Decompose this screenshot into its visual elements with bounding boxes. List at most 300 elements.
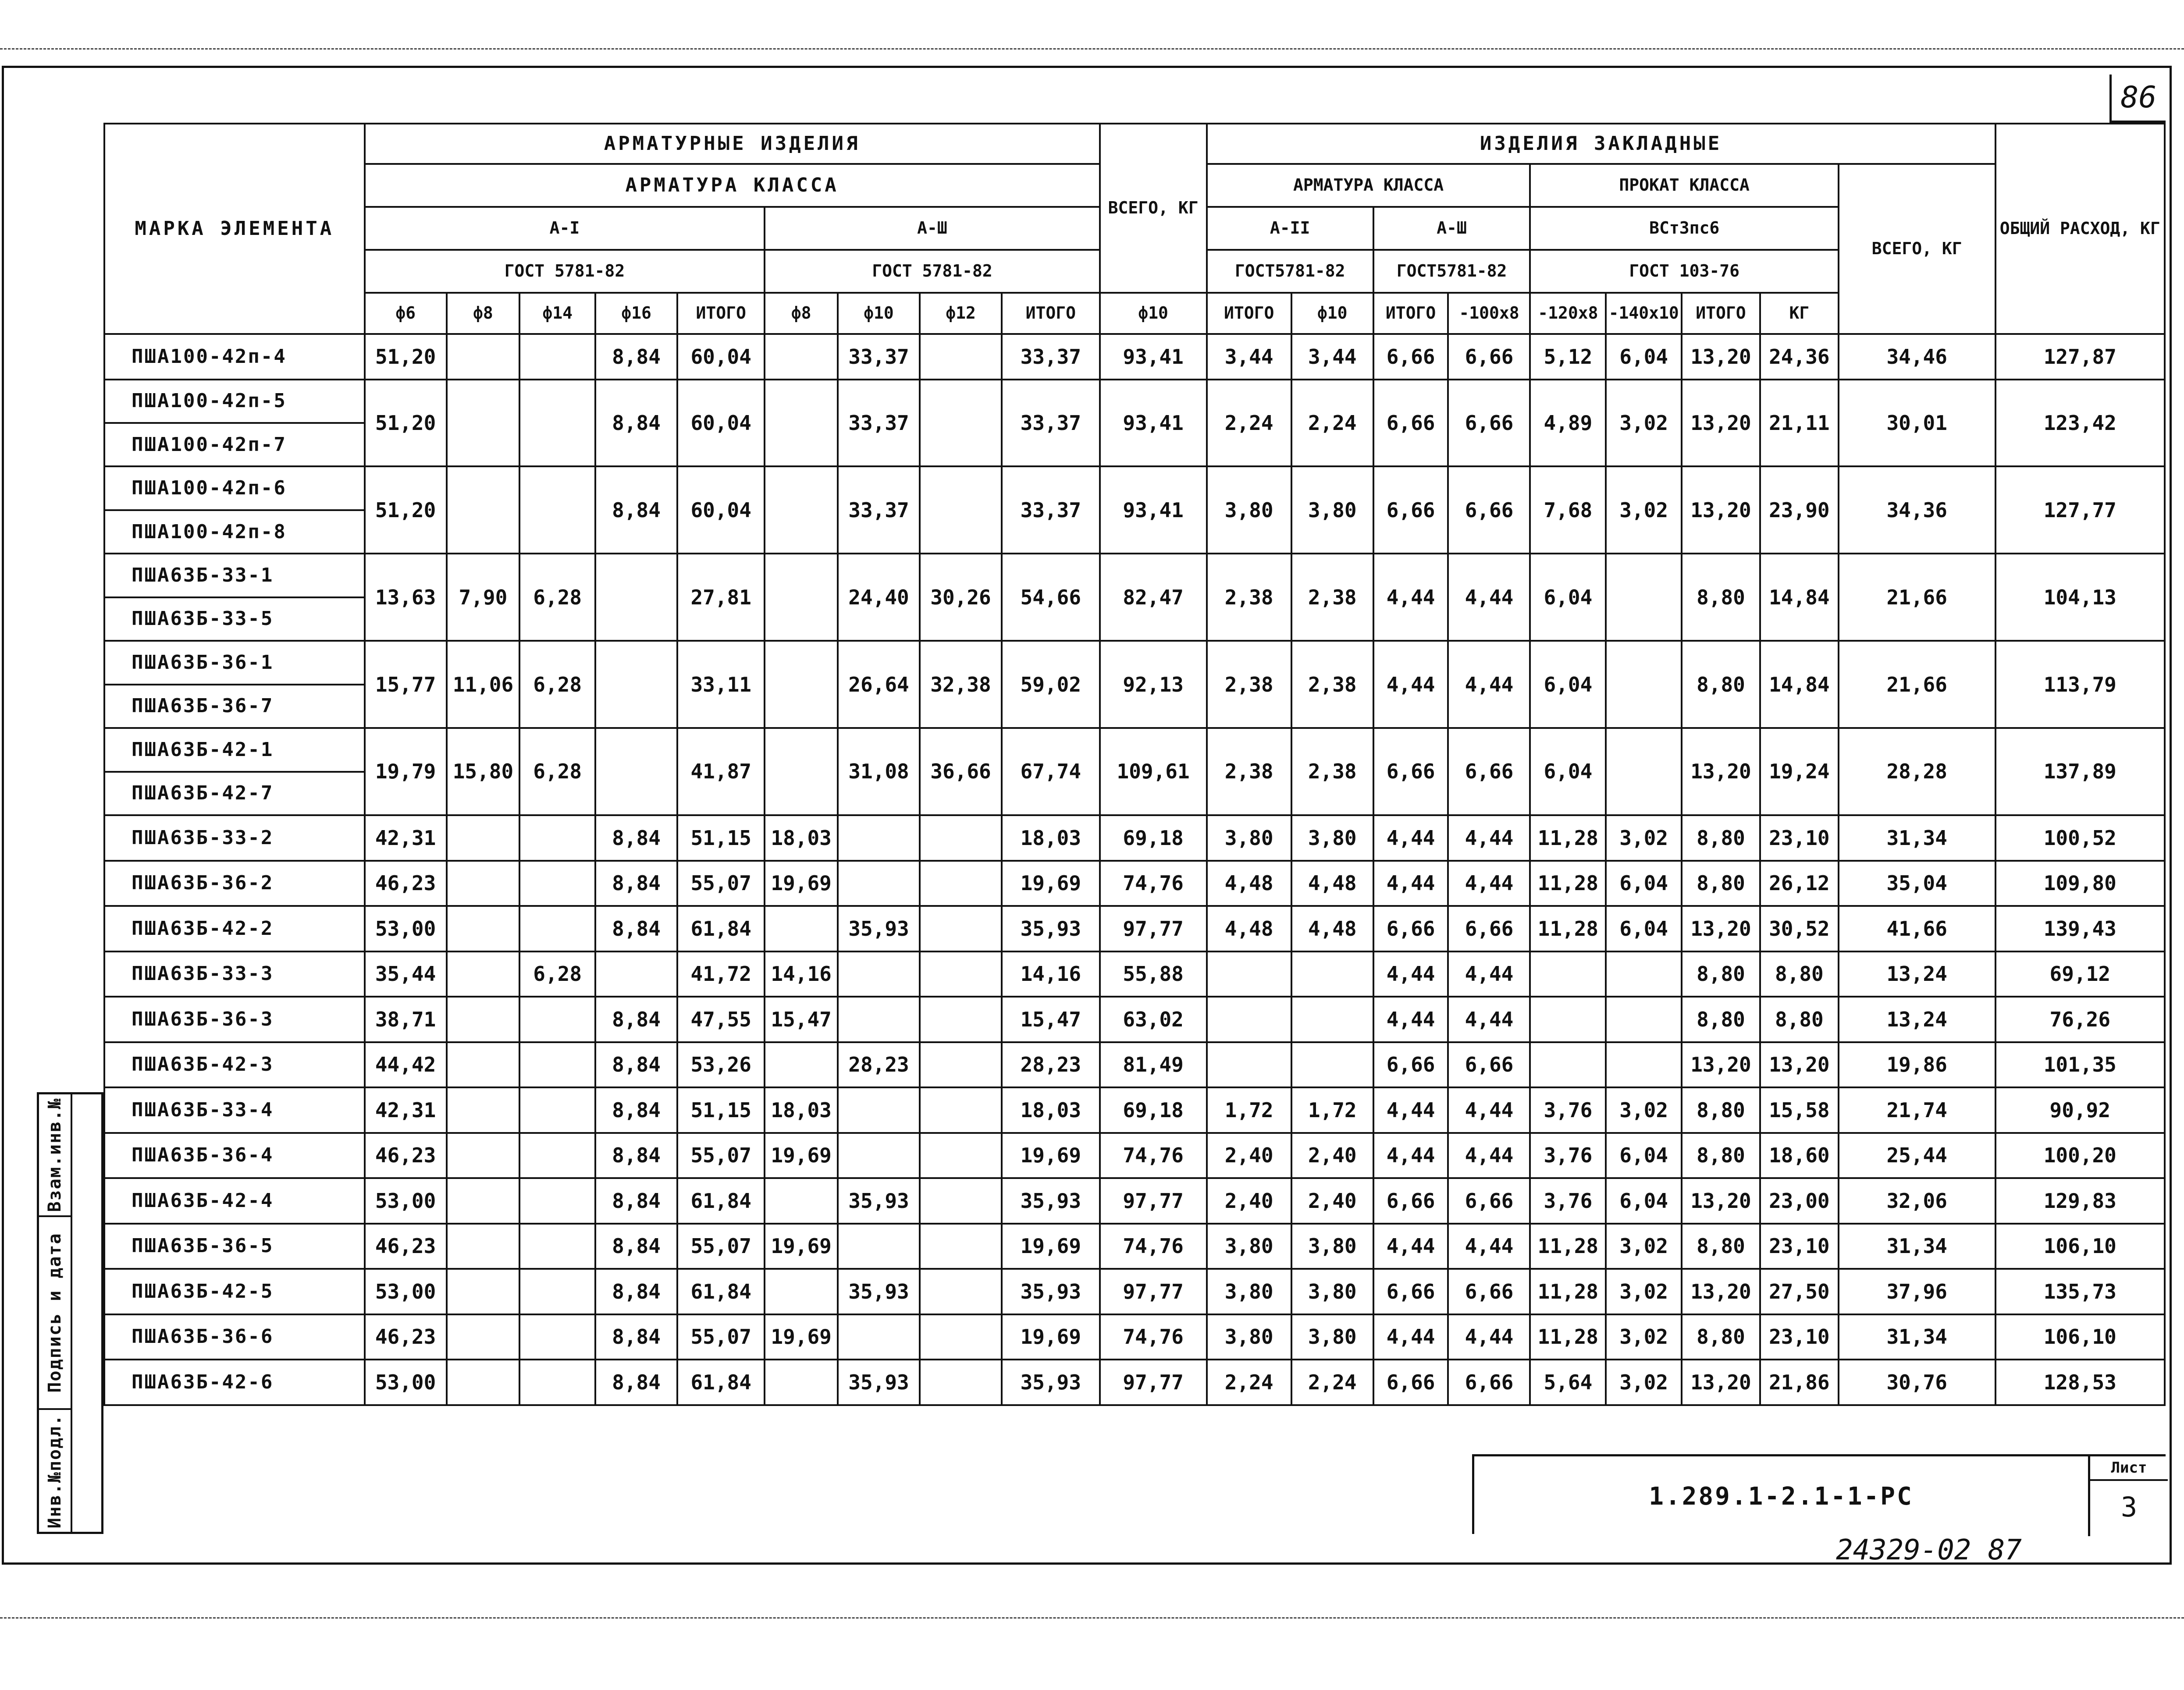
- table-cell: 13,20: [1682, 1360, 1760, 1405]
- table-cell: [838, 1224, 920, 1269]
- header-sub: ф10: [1100, 293, 1207, 334]
- table-cell: 5,64: [1530, 1360, 1606, 1405]
- table-cell: 46,23: [365, 1224, 447, 1269]
- table-cell: [920, 861, 1002, 906]
- table-cell: 32,38: [920, 641, 1002, 728]
- header-sub: -120х8: [1530, 293, 1606, 334]
- header-sub: ф8: [447, 293, 520, 334]
- table-cell: 2,40: [1207, 1178, 1291, 1224]
- table-cell: 8,80: [1682, 1314, 1760, 1360]
- header-gost-a3: ГОСТ 5781-82: [765, 250, 1099, 293]
- table-cell: [519, 380, 595, 467]
- table-cell: 18,60: [1760, 1133, 1839, 1179]
- table-cell: 2,38: [1207, 554, 1291, 641]
- table-cell: 19,69: [1002, 861, 1100, 906]
- table-cell: 8,80: [1760, 997, 1839, 1042]
- header-sub: ф14: [519, 293, 595, 334]
- table-cell: 2,38: [1207, 728, 1291, 815]
- table-cell: 26,64: [838, 641, 920, 728]
- table-cell: 4,89: [1530, 380, 1606, 467]
- table-cell: 55,07: [677, 861, 765, 906]
- table-cell: [519, 1360, 595, 1405]
- table-cell: 41,87: [677, 728, 765, 815]
- table-cell: 8,80: [1760, 952, 1839, 997]
- header-total-embedded: ВСЕГО, КГ: [1839, 164, 1995, 334]
- table-cell: 1,72: [1207, 1087, 1291, 1133]
- table-cell: 33,37: [1002, 334, 1100, 380]
- table-cell: 34,36: [1839, 466, 1995, 554]
- table-cell: 35,93: [1002, 1269, 1100, 1314]
- header-sub: ф10: [838, 293, 920, 334]
- table-cell: [519, 1224, 595, 1269]
- table-cell: 35,04: [1839, 861, 1995, 906]
- table-cell: [1606, 997, 1682, 1042]
- table-cell: 8,80: [1682, 952, 1760, 997]
- table-cell: 3,80: [1207, 815, 1291, 861]
- table-cell: [920, 380, 1002, 467]
- table-cell: 55,88: [1100, 952, 1207, 997]
- table-cell: 55,07: [677, 1133, 765, 1179]
- table-cell: 6,66: [1373, 466, 1448, 554]
- header-gost-103: ГОСТ 103-76: [1530, 250, 1838, 293]
- table-cell: 28,23: [1002, 1042, 1100, 1088]
- table-cell: 106,10: [1995, 1224, 2165, 1269]
- table-cell: [595, 641, 677, 728]
- table-cell: 46,23: [365, 861, 447, 906]
- table-cell: 3,02: [1606, 1360, 1682, 1405]
- stamp-signature-date-label: Подпись и дата: [45, 1232, 65, 1393]
- table-cell: [920, 952, 1002, 997]
- scan-border-bottom: [0, 1617, 2184, 1619]
- table-cell: 13,20: [1682, 334, 1760, 380]
- header-embedded: ИЗДЕЛИЯ ЗАКЛАДНЫЕ: [1207, 124, 1995, 164]
- table-cell: [1530, 1042, 1606, 1088]
- table-cell: 6,04: [1606, 1133, 1682, 1179]
- table-cell: 4,44: [1448, 641, 1530, 728]
- table-cell: 1,72: [1291, 1087, 1373, 1133]
- element-mark: ПША63Б-33-4: [104, 1087, 365, 1133]
- table-cell: 6,28: [519, 952, 595, 997]
- table-cell: 19,69: [1002, 1314, 1100, 1360]
- table-row: [104, 334, 2165, 380]
- table-cell: 3,80: [1207, 466, 1291, 554]
- table-cell: 61,84: [677, 1360, 765, 1405]
- header-embedded-reinf-class: АРМАТУРА КЛАССА: [1207, 164, 1530, 207]
- table-cell: 97,77: [1100, 906, 1207, 952]
- table-cell: 100,20: [1995, 1133, 2165, 1179]
- table-cell: [447, 466, 520, 554]
- table-cell: 74,76: [1100, 1224, 1207, 1269]
- table-cell: [519, 997, 595, 1042]
- table-cell: [1207, 952, 1291, 997]
- header-sub: ИТОГО: [1207, 293, 1291, 334]
- table-cell: [447, 1269, 520, 1314]
- table-cell: [920, 815, 1002, 861]
- table-cell: 63,02: [1100, 997, 1207, 1042]
- table-cell: 106,10: [1995, 1314, 2165, 1360]
- table-cell: 33,37: [838, 466, 920, 554]
- table-cell: [447, 861, 520, 906]
- table-cell: 4,44: [1448, 815, 1530, 861]
- table-cell: 53,00: [365, 1360, 447, 1405]
- element-mark: ПША63Б-36-5: [104, 1224, 365, 1269]
- table-cell: 6,28: [519, 554, 595, 641]
- table-cell: 6,04: [1606, 334, 1682, 380]
- table-cell: [838, 952, 920, 997]
- table-cell: 3,76: [1530, 1133, 1606, 1179]
- table-cell: 6,66: [1448, 728, 1530, 815]
- table-cell: 8,80: [1682, 815, 1760, 861]
- table-cell: [595, 952, 677, 997]
- table-cell: [838, 1087, 920, 1133]
- element-mark: ПША100-42п-6: [104, 466, 365, 510]
- element-mark: ПША100-42п-7: [104, 423, 365, 466]
- table-cell: 4,44: [1448, 1087, 1530, 1133]
- table-cell: 19,69: [1002, 1133, 1100, 1179]
- table-cell: 11,28: [1530, 1224, 1606, 1269]
- table-cell: 4,44: [1448, 952, 1530, 997]
- table-cell: 23,10: [1760, 1314, 1839, 1360]
- table-cell: 6,66: [1448, 466, 1530, 554]
- table-cell: [1207, 1042, 1291, 1088]
- table-cell: 6,66: [1373, 380, 1448, 467]
- table-cell: 18,03: [1002, 1087, 1100, 1133]
- table-cell: 4,44: [1373, 1087, 1448, 1133]
- table-cell: 69,18: [1100, 1087, 1207, 1133]
- table-cell: [1606, 641, 1682, 728]
- table-cell: 21,66: [1839, 641, 1995, 728]
- header-a1: А-I: [365, 207, 765, 250]
- table-cell: [447, 997, 520, 1042]
- table-cell: [595, 728, 677, 815]
- table-cell: 3,80: [1207, 1269, 1291, 1314]
- table-cell: [765, 334, 838, 380]
- stamp-zam-inv-label: Взам.инв.№: [45, 1097, 65, 1212]
- table-cell: [765, 728, 838, 815]
- table-cell: 61,84: [677, 1269, 765, 1314]
- table-cell: 3,02: [1606, 466, 1682, 554]
- table-cell: 82,47: [1100, 554, 1207, 641]
- table-cell: 34,46: [1839, 334, 1995, 380]
- table-cell: 51,20: [365, 380, 447, 467]
- table-cell: 74,76: [1100, 1314, 1207, 1360]
- table-cell: 51,20: [365, 466, 447, 554]
- table-cell: 55,07: [677, 1314, 765, 1360]
- table-cell: 6,04: [1606, 1178, 1682, 1224]
- header-rolled-class: ПРОКАТ КЛАССА: [1530, 164, 1838, 207]
- table-cell: 11,28: [1530, 906, 1606, 952]
- table-cell: 18,03: [765, 1087, 838, 1133]
- specification-table: [103, 123, 2166, 1406]
- table-cell: 6,66: [1373, 1042, 1448, 1088]
- table-cell: [1606, 1042, 1682, 1088]
- table-cell: 24,40: [838, 554, 920, 641]
- element-mark: ПША63Б-36-2: [104, 861, 365, 906]
- table-cell: 7,68: [1530, 466, 1606, 554]
- table-cell: [1530, 997, 1606, 1042]
- stamp-signature-date: [39, 1217, 71, 1410]
- table-body: [104, 334, 2165, 1405]
- table-cell: 6,66: [1448, 1042, 1530, 1088]
- table-cell: [1606, 952, 1682, 997]
- table-cell: 15,47: [1002, 997, 1100, 1042]
- table-cell: [920, 334, 1002, 380]
- table-cell: [447, 815, 520, 861]
- table-cell: 3,80: [1291, 466, 1373, 554]
- table-cell: [765, 554, 838, 641]
- table-cell: 18,03: [765, 815, 838, 861]
- table-cell: 3,02: [1606, 1224, 1682, 1269]
- table-cell: 31,34: [1839, 1224, 1995, 1269]
- element-mark: ПША63Б-33-5: [104, 597, 365, 641]
- table-cell: 8,84: [595, 1133, 677, 1179]
- table-cell: 3,76: [1530, 1087, 1606, 1133]
- table-cell: 13,20: [1682, 1178, 1760, 1224]
- header-gost-a3-embedded: ГОСТ5781-82: [1373, 250, 1530, 293]
- table-cell: 32,06: [1839, 1178, 1995, 1224]
- table-cell: 13,20: [1682, 380, 1760, 467]
- handwritten-archive-number: 24329-02 87: [1836, 1534, 2022, 1566]
- table-cell: 2,40: [1291, 1133, 1373, 1179]
- header-sub: ф6: [365, 293, 447, 334]
- header-vst: ВСт3пс6: [1530, 207, 1838, 250]
- header-gost-a1: ГОСТ 5781-82: [365, 250, 765, 293]
- table-cell: 3,02: [1606, 380, 1682, 467]
- table-row: [104, 997, 2165, 1042]
- table-cell: 6,04: [1606, 906, 1682, 952]
- table-cell: 69,12: [1995, 952, 2165, 997]
- table-cell: 35,93: [838, 906, 920, 952]
- table-cell: 35,93: [1002, 1178, 1100, 1224]
- table-cell: 33,37: [838, 380, 920, 467]
- table-cell: 35,93: [1002, 906, 1100, 952]
- table-cell: 6,66: [1373, 1178, 1448, 1224]
- table-cell: [447, 1360, 520, 1405]
- table-cell: 19,69: [1002, 1224, 1100, 1269]
- table-cell: [1291, 952, 1373, 997]
- table-cell: 8,84: [595, 1314, 677, 1360]
- table-row: [104, 554, 2165, 597]
- table-cell: 4,44: [1373, 1314, 1448, 1360]
- table-cell: [519, 1178, 595, 1224]
- table-cell: [765, 380, 838, 467]
- table-cell: 129,83: [1995, 1178, 2165, 1224]
- table-cell: [1530, 952, 1606, 997]
- element-mark: ПША63Б-33-1: [104, 554, 365, 597]
- header-sub: ф16: [595, 293, 677, 334]
- table-cell: 74,76: [1100, 1133, 1207, 1179]
- table-cell: 23,90: [1760, 466, 1839, 554]
- table-cell: 13,20: [1760, 1042, 1839, 1088]
- table-row: [104, 1087, 2165, 1133]
- table-cell: [920, 1133, 1002, 1179]
- table-cell: 33,37: [1002, 380, 1100, 467]
- table-cell: 97,77: [1100, 1360, 1207, 1405]
- table-cell: 74,76: [1100, 861, 1207, 906]
- table-cell: 51,15: [677, 815, 765, 861]
- table-cell: 13,20: [1682, 1269, 1760, 1314]
- table-cell: 51,20: [365, 334, 447, 380]
- table-cell: 4,48: [1291, 906, 1373, 952]
- header-sub: ИТОГО: [1682, 293, 1760, 334]
- table-cell: [920, 906, 1002, 952]
- table-cell: [447, 1042, 520, 1088]
- table-cell: 90,92: [1995, 1087, 2165, 1133]
- table-cell: 109,80: [1995, 861, 2165, 906]
- header-sub: -100х8: [1448, 293, 1530, 334]
- table-cell: 38,71: [365, 997, 447, 1042]
- table-row: [104, 815, 2165, 861]
- table-cell: 23,10: [1760, 815, 1839, 861]
- table-cell: 100,52: [1995, 815, 2165, 861]
- table-cell: [519, 1042, 595, 1088]
- table-cell: [519, 861, 595, 906]
- table-cell: [838, 815, 920, 861]
- table-cell: 81,49: [1100, 1042, 1207, 1088]
- header-sub: ИТОГО: [677, 293, 765, 334]
- table-cell: 3,80: [1291, 1314, 1373, 1360]
- table-cell: 53,00: [365, 1178, 447, 1224]
- table-cell: 3,02: [1606, 1314, 1682, 1360]
- header-sub: ИТОГО: [1002, 293, 1100, 334]
- table-cell: 2,38: [1291, 554, 1373, 641]
- header-sub: ф12: [920, 293, 1002, 334]
- table-cell: 3,02: [1606, 815, 1682, 861]
- table-cell: 60,04: [677, 466, 765, 554]
- element-mark: ПША63Б-42-2: [104, 906, 365, 952]
- table-cell: 139,43: [1995, 906, 2165, 952]
- element-mark: ПША63Б-36-1: [104, 641, 365, 684]
- table-cell: 3,44: [1291, 334, 1373, 380]
- table-cell: 27,50: [1760, 1269, 1839, 1314]
- table-cell: 41,72: [677, 952, 765, 997]
- table-cell: 36,66: [920, 728, 1002, 815]
- table-cell: 4,44: [1373, 861, 1448, 906]
- header-a3-embedded: А-Ш: [1373, 207, 1530, 250]
- table-cell: 21,86: [1760, 1360, 1839, 1405]
- table-cell: 3,44: [1207, 334, 1291, 380]
- table-cell: 15,47: [765, 997, 838, 1042]
- table-cell: 4,44: [1448, 554, 1530, 641]
- table-cell: 6,66: [1448, 1178, 1530, 1224]
- table-cell: [765, 466, 838, 554]
- table-cell: 30,76: [1839, 1360, 1995, 1405]
- table-cell: 4,44: [1373, 1133, 1448, 1179]
- table-cell: 4,44: [1373, 1224, 1448, 1269]
- header-sub: ф10: [1291, 293, 1373, 334]
- sheet-box: [2088, 1456, 2168, 1536]
- table-cell: 2,38: [1291, 728, 1373, 815]
- table-cell: 113,79: [1995, 641, 2165, 728]
- header-sub-kg: КГ: [1760, 293, 1839, 334]
- table-cell: 19,69: [765, 1314, 838, 1360]
- table-cell: 35,93: [838, 1269, 920, 1314]
- table-cell: 97,77: [1100, 1269, 1207, 1314]
- table-row: [104, 906, 2165, 952]
- table-cell: [920, 1178, 1002, 1224]
- table-cell: 8,84: [595, 1224, 677, 1269]
- table-cell: 4,44: [1373, 815, 1448, 861]
- table-row: [104, 641, 2165, 684]
- table-row: [104, 380, 2165, 423]
- table-cell: [838, 861, 920, 906]
- header-a3: А-Ш: [765, 207, 1099, 250]
- element-mark: ПША100-42п-4: [104, 334, 365, 380]
- table-row: [104, 1269, 2165, 1314]
- table-cell: 3,80: [1291, 1269, 1373, 1314]
- header-sub: ф8: [765, 293, 838, 334]
- table-cell: 76,26: [1995, 997, 2165, 1042]
- table-cell: [838, 1133, 920, 1179]
- table-cell: 104,13: [1995, 554, 2165, 641]
- table-cell: 54,66: [1002, 554, 1100, 641]
- table-cell: 2,40: [1291, 1178, 1373, 1224]
- table-cell: 2,24: [1291, 380, 1373, 467]
- table-cell: 8,84: [595, 466, 677, 554]
- table-cell: 4,48: [1207, 861, 1291, 906]
- table-cell: 127,77: [1995, 466, 2165, 554]
- table-cell: 6,66: [1448, 906, 1530, 952]
- table-cell: 135,73: [1995, 1269, 2165, 1314]
- table-cell: 137,89: [1995, 728, 2165, 815]
- table-cell: 21,74: [1839, 1087, 1995, 1133]
- header-a2: А-II: [1207, 207, 1373, 250]
- element-mark: ПША63Б-36-6: [104, 1314, 365, 1360]
- table-cell: [765, 641, 838, 728]
- document-code: 1.289.1-2.1-1-РС: [1649, 1482, 1914, 1511]
- element-mark: ПША63Б-42-7: [104, 772, 365, 815]
- table-header: [104, 124, 2165, 334]
- table-cell: 15,58: [1760, 1087, 1839, 1133]
- table-cell: 30,26: [920, 554, 1002, 641]
- table-cell: 6,66: [1448, 1269, 1530, 1314]
- header-reinf-products: АРМАТУРНЫЕ ИЗДЕЛИЯ: [365, 124, 1100, 164]
- table-cell: 6,66: [1373, 1360, 1448, 1405]
- table-cell: 55,07: [677, 1224, 765, 1269]
- element-mark: ПША63Б-42-4: [104, 1178, 365, 1224]
- table-cell: 46,23: [365, 1314, 447, 1360]
- table-cell: [1207, 997, 1291, 1042]
- stamp-strip: [37, 1092, 103, 1534]
- table-cell: 33,11: [677, 641, 765, 728]
- table-row: [104, 1042, 2165, 1088]
- title-block: [1472, 1454, 2166, 1534]
- table-cell: 128,53: [1995, 1360, 2165, 1405]
- table-cell: 13,20: [1682, 1042, 1760, 1088]
- table-cell: 4,44: [1448, 1224, 1530, 1269]
- table-row: [104, 466, 2165, 510]
- table-cell: 23,00: [1760, 1178, 1839, 1224]
- table-row: [104, 952, 2165, 997]
- table-cell: 4,48: [1291, 861, 1373, 906]
- table-cell: 3,02: [1606, 1087, 1682, 1133]
- table-cell: 5,12: [1530, 334, 1606, 380]
- header-total-reinf: ВСЕГО, КГ: [1100, 124, 1207, 293]
- table-cell: 4,44: [1373, 641, 1448, 728]
- table-cell: 31,34: [1839, 815, 1995, 861]
- table-row: [104, 728, 2165, 771]
- table-cell: 28,28: [1839, 728, 1995, 815]
- table-cell: [765, 1360, 838, 1405]
- element-mark: ПША63Б-42-5: [104, 1269, 365, 1314]
- table-cell: 53,00: [365, 906, 447, 952]
- table-cell: [920, 466, 1002, 554]
- table-cell: 26,12: [1760, 861, 1839, 906]
- table-cell: 6,66: [1373, 334, 1448, 380]
- table-cell: 6,04: [1530, 641, 1606, 728]
- table-row: [104, 1224, 2165, 1269]
- table-cell: 93,41: [1100, 380, 1207, 467]
